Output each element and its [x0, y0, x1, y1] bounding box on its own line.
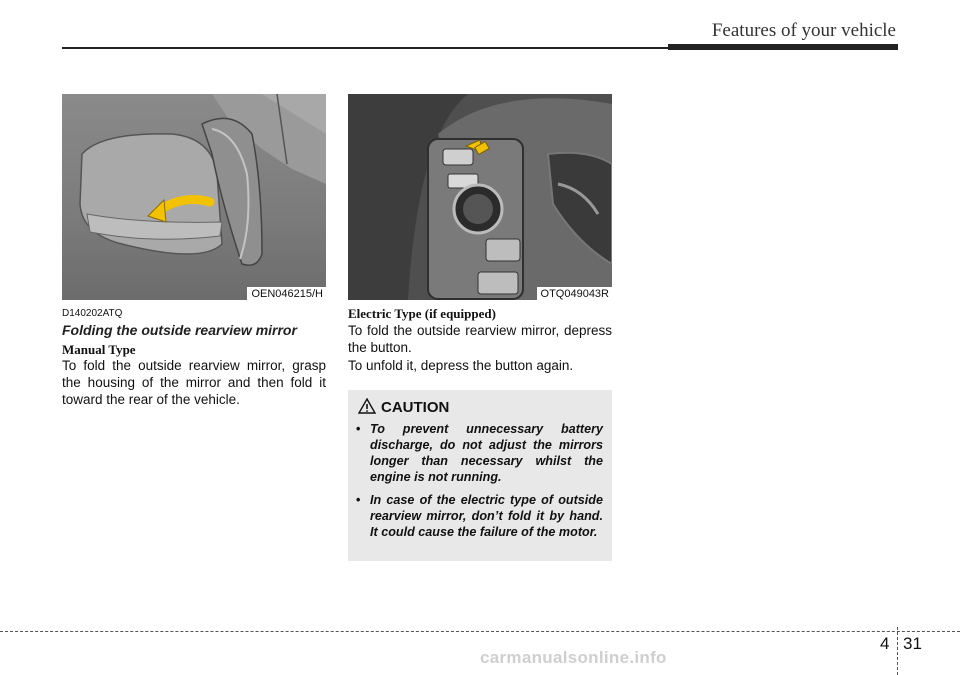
- caution-title: CAUTION: [381, 399, 450, 416]
- mirror-switch-illustration: [348, 94, 612, 300]
- manual-type-paragraph: To fold the outside rearview mirror, grasp the housing of the mirror and then fold it toward the rear of the vehicle.: [62, 358, 326, 407]
- page-number: 31: [903, 634, 922, 653]
- electric-type-unfold-paragraph: To unfold it, depress the button again.: [348, 358, 574, 373]
- caution-item-text: In case of the electric type of outside rearview mirror, don’t fold it by hand. It could cause the failure of the motor.: [370, 493, 603, 539]
- figure-electric-mirror: [348, 94, 612, 300]
- section-title: Folding the outside rearview mirror: [62, 322, 297, 338]
- footer-divider: [897, 627, 898, 675]
- warning-triangle-icon: [358, 398, 376, 414]
- caution-box: [348, 390, 612, 561]
- figure-label: OEN046215/H: [247, 287, 326, 300]
- figure-label: OTQ049043R: [537, 287, 612, 300]
- caution-item: • To prevent unnecessary battery discharge, do not adjust the mirrors longer than necessary whilst the engine is not running.: [356, 422, 603, 484]
- caution-item-text: To prevent unnecessary battery discharge, do not adjust the mirrors longer than necessary whilst the engine is not running.: [370, 422, 603, 484]
- header-tab-bar: [668, 44, 898, 50]
- footer-rule: [0, 631, 960, 632]
- chapter-number: 4: [880, 634, 890, 653]
- section-code: D140202ATQ: [62, 308, 123, 319]
- electric-type-paragraph: To fold the outside rearview mirror, depress the button.: [348, 323, 612, 355]
- manual-type-subtitle: Manual Type: [62, 342, 136, 357]
- watermark: carmanualsonline.info: [480, 648, 667, 667]
- electric-type-subtitle: Electric Type (if equipped): [348, 306, 496, 321]
- figure-manual-mirror: [62, 94, 326, 300]
- caution-item: • In case of the electric type of outside rearview mirror, don’t fold it by hand. It could cause the failure of the motor.: [356, 493, 603, 539]
- page-header-title: Features of your vehicle: [711, 20, 896, 41]
- folding-mirror-illustration: [62, 94, 326, 300]
- caution-list: [348, 421, 612, 547]
- caution-header: [358, 398, 449, 416]
